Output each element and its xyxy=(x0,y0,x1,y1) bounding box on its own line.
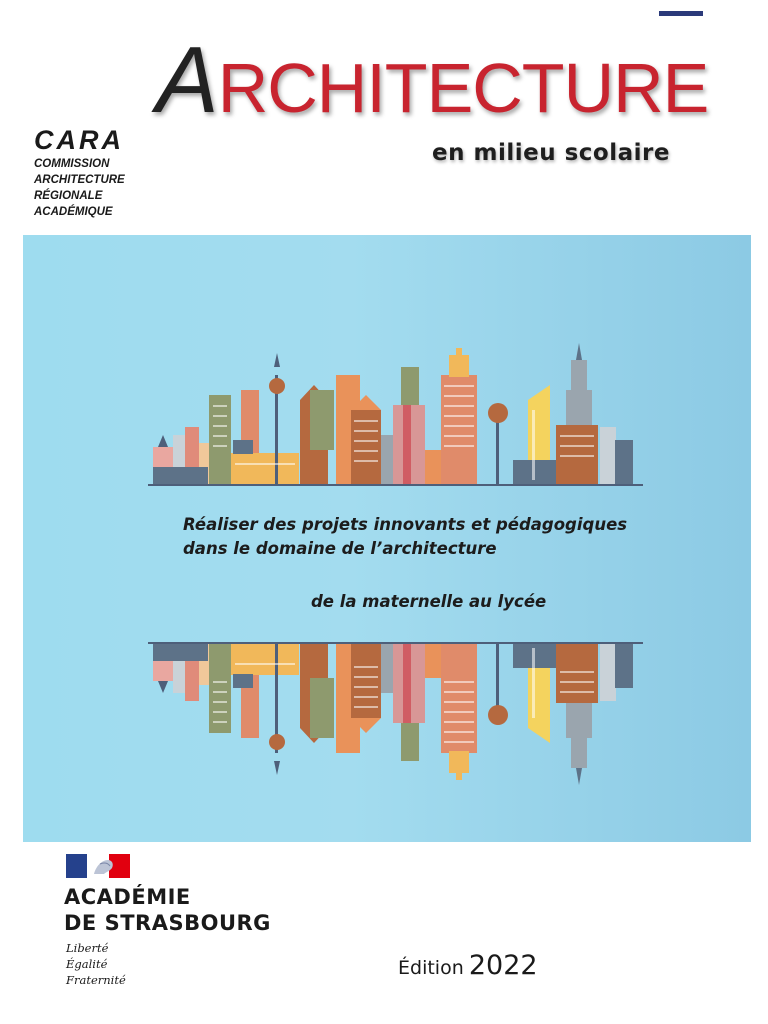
cover-banner xyxy=(23,235,751,842)
cara-acronym: CARA xyxy=(34,125,124,155)
page-subtitle: en milieu scolaire xyxy=(432,140,670,166)
academie-line: DE STRASBOURG xyxy=(64,911,271,935)
banner-level: de la maternelle au lycée xyxy=(311,592,547,611)
skyline-top xyxy=(148,343,643,486)
top-accent-bar xyxy=(659,11,703,16)
title-rest: RCHITECTURE xyxy=(217,49,709,127)
motto-line: Égalité xyxy=(66,957,108,971)
republic-flag-logo xyxy=(66,854,130,878)
skyline-reflection xyxy=(148,642,643,785)
cara-line: RÉGIONALE xyxy=(34,190,103,202)
tagline-line: Réaliser des projets innovants et pédagogiques xyxy=(183,515,628,534)
motto-line: Fraternité xyxy=(66,973,126,987)
title-initial: A xyxy=(156,27,218,132)
marianne-icon xyxy=(90,856,122,876)
edition-year: 2022 xyxy=(468,950,538,981)
tagline-line: dans le domaine de l’architecture xyxy=(183,539,497,558)
edition-label xyxy=(398,950,538,981)
cara-block xyxy=(34,124,154,220)
cara-line: ARCHITECTURE xyxy=(34,174,125,186)
edition-word: Édition xyxy=(398,957,464,979)
cara-line: ACADÉMIQUE xyxy=(34,206,113,218)
republic-motto xyxy=(66,940,126,988)
cara-line: COMMISSION xyxy=(34,158,110,170)
academie-line: ACADÉMIE xyxy=(64,885,191,909)
page-title xyxy=(156,27,756,132)
academie-name xyxy=(64,884,271,936)
motto-line: Liberté xyxy=(66,941,109,955)
cara-description xyxy=(34,156,154,220)
banner-tagline xyxy=(183,513,703,561)
